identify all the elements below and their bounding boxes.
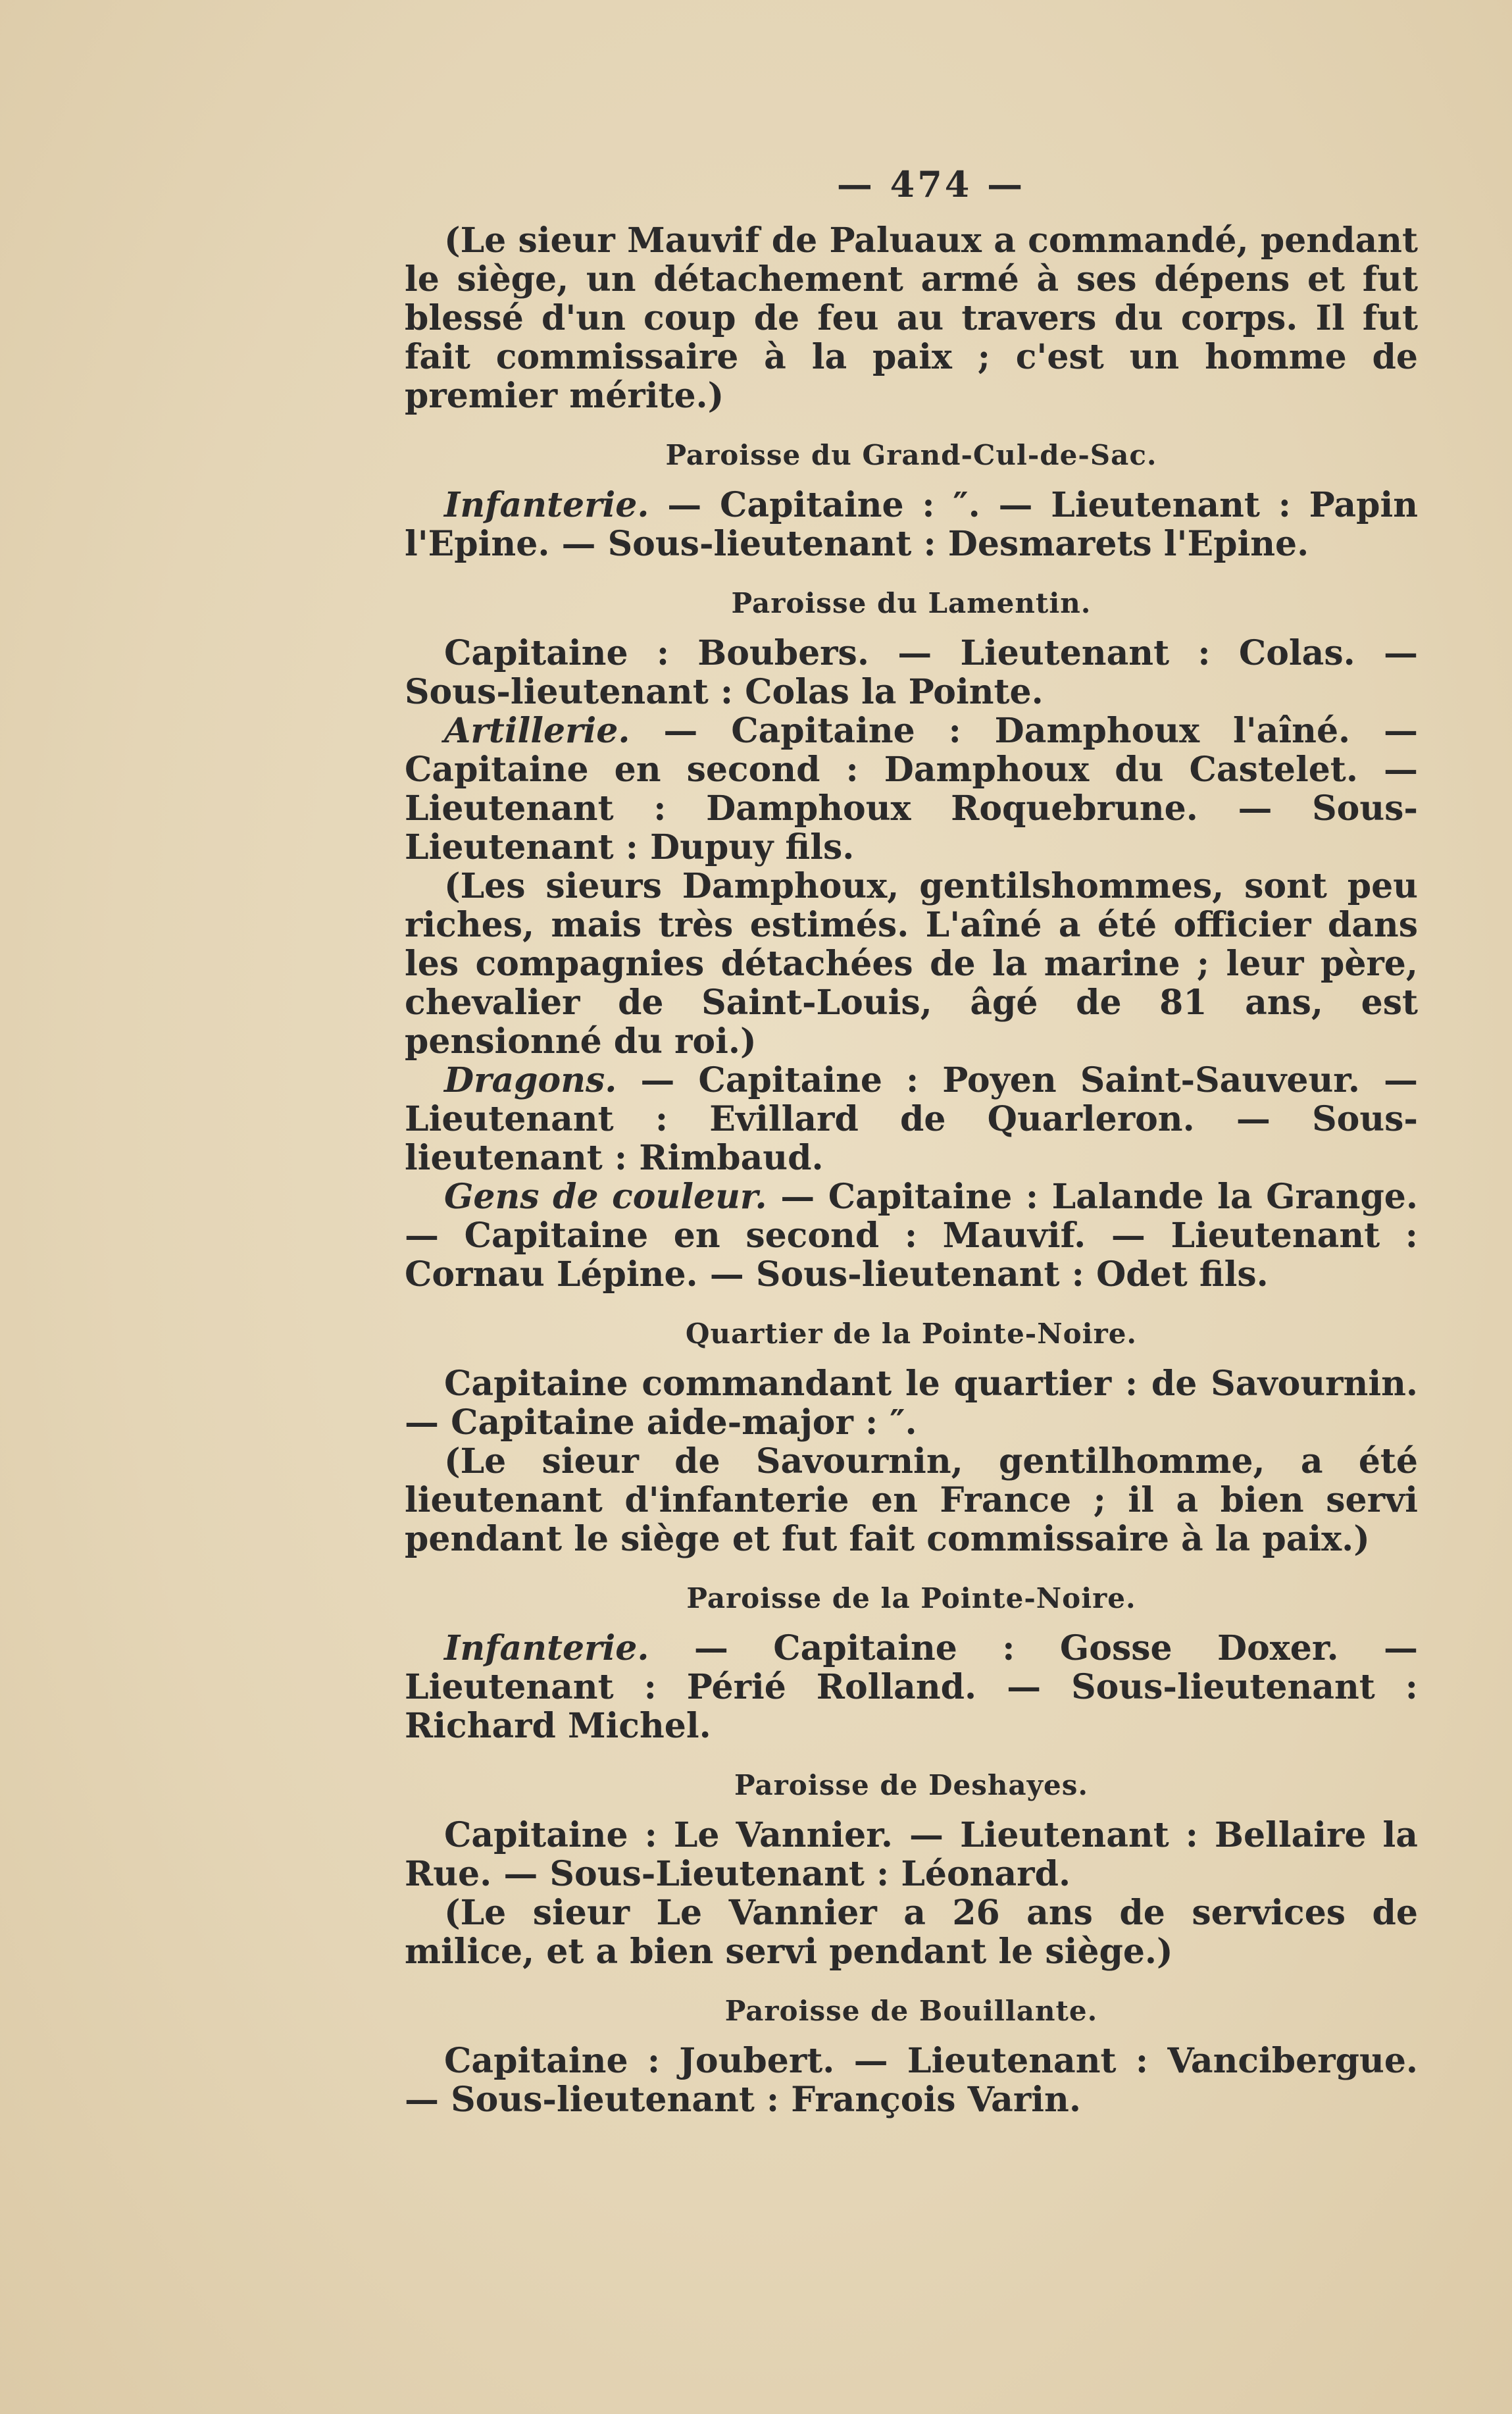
text-artillerie-officers: — Capitaine : Damphoux l'aîné. — Capitaine en second : Damphoux du Castelet. — Lieutenant : Damphoux Roquebrune. — Sous-Lieutenant : Dupuy fils. [405,711,1418,867]
paragraph-grand-cul-de-sac-infanterie [405,486,1418,563]
paragraph-lamentin-artillerie [405,711,1418,867]
heading-deshayes: Paroisse de Deshayes. [734,1769,1089,1801]
label-artillerie: Artillerie. [444,711,630,751]
heading-grand-cul-de-sac: Paroisse du Grand-Cul-de-Sac. [665,439,1157,471]
heading-bouillante: Paroisse de Bouillante. [724,1995,1098,2027]
paragraph-quartier-pointe-noire-officers: Capitaine commandant le quartier : de Savournin. — Capitaine aide-major : ″. [405,1364,1418,1443]
label-infanterie: Infanterie. [444,485,649,525]
paragraph-mauvif-note: (Le sieur Mauvif de Paluaux a commandé, pendant le siège, un détachement armé à ses dépens et fut blessé d'un coup de feu au travers du corps. Il fut fait commissaire à la paix ; c'est un homme de premier mérite.) [405,220,1418,416]
text-gens-de-couleur-officers: — Capitaine : Lalande la Grange. — Capitaine en second : Mauvif. — Lieutenant : Cornau Lépine. — Sous-lieutenant : Odet fils. [405,1177,1418,1295]
text-pointe-noire-officers: — Capitaine : Gosse Doxer. — Lieutenant : Périé Rolland. — Sous-lieutenant : Richard Michel. [405,1628,1418,1746]
text-dragons-officers: — Capitaine : Poyen Saint-Sauveur. — Lieutenant : Evillard de Quarleron. — Sous-lieutenant : Rimbaud. [405,1060,1418,1178]
heading-lamentin: Paroisse du Lamentin. [731,587,1092,619]
paragraph-bouillante-officers: Capitaine : Joubert. — Lieutenant : Vancibergue. — Sous-lieutenant : François Varin. [405,2041,1418,2120]
paragraph-lamentin-dragons [405,1061,1418,1177]
heading-paroisse-pointe-noire: Paroisse de la Pointe-Noire. [686,1582,1136,1614]
text-column [405,163,1418,2119]
paragraph-lamentin-gens-de-couleur [405,1177,1418,1294]
paragraph-deshayes-officers: Capitaine : Le Vannier. — Lieutenant : Bellaire la Rue. — Sous-Lieutenant : Léonard. [405,1815,1418,1894]
label-infanterie-pointe-noire: Infanterie. [444,1628,649,1668]
paragraph-vannier-note: (Le sieur Le Vannier a 26 ans de services de milice, et a bien servi pendant le siège.) [405,1893,1418,1972]
heading-quartier-pointe-noire: Quartier de la Pointe-Noire. [685,1318,1138,1350]
paragraph-pointe-noire-infanterie [405,1629,1418,1745]
page-number: — 474 — [836,163,1026,205]
label-gens-de-couleur: Gens de couleur. [444,1177,767,1217]
label-dragons: Dragons. [444,1060,617,1100]
paragraph-damphoux-note: (Les sieurs Damphoux, gentilshommes, sont peu riches, mais très estimés. L'aîné a été officier dans les compagnies détachées de la marine ; leur père, chevalier de Saint-Louis, âgé de 81 ans, est pensionné du roi.) [405,866,1418,1062]
paragraph-lamentin-officers: Capitaine : Boubers. — Lieutenant : Colas. — Sous-lieutenant : Colas la Pointe. [405,633,1418,712]
paragraph-savournin-note: (Le sieur de Savournin, gentilhomme, a été lieutenant d'infanterie en France ; il a bien servi pendant le siège et fut fait commissaire à la paix.) [405,1441,1418,1559]
text-grand-cul-de-sac-officers: — Capitaine : ″. — Lieutenant : Papin l'Epine. — Sous-lieutenant : Desmarets l'Epine. [405,485,1418,564]
